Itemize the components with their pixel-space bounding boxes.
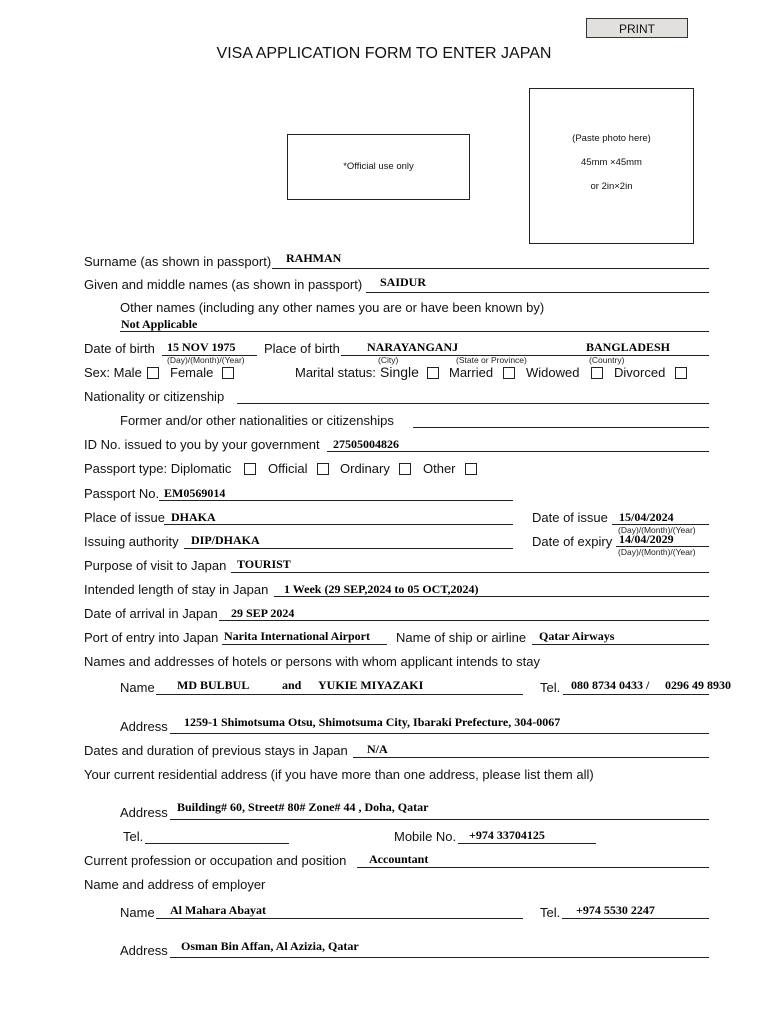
other-names-label: Other names (including any other names you are or have been known by) — [120, 300, 545, 315]
prev-stays-field[interactable] — [353, 757, 709, 758]
given-names-value: SAIDUR — [380, 275, 427, 289]
married-label: Married — [449, 365, 494, 380]
dob-label: Date of birth — [84, 341, 155, 356]
other-checkbox[interactable] — [465, 463, 477, 475]
surname-value: RAHMAN — [286, 251, 342, 265]
date-issue-value: 15/04/2024 — [619, 510, 674, 524]
date-expiry-label: Date of expiry — [532, 534, 613, 549]
date-expiry-value: 14/04/2029 — [619, 532, 674, 546]
mobile-value: +974 33704125 — [469, 828, 545, 842]
residential-label: Your current residential address (if you have more than one address, please list them all) — [84, 767, 594, 782]
other-names-field[interactable] — [120, 331, 709, 332]
host-and-value: and — [282, 678, 302, 692]
res-tel-field[interactable] — [145, 843, 289, 844]
divorced-checkbox[interactable] — [675, 367, 687, 379]
employer-label: Name and address of employer — [84, 877, 266, 892]
other-names-value: Not Applicable — [121, 317, 198, 331]
employer-tel-value: +974 5530 2247 — [576, 903, 655, 917]
given-names-field[interactable] — [366, 292, 709, 293]
marital-label: Marital status: — [295, 365, 376, 380]
place-issue-value: DHAKA — [171, 510, 216, 524]
profession-field[interactable] — [357, 867, 709, 868]
length-stay-label: Intended length of stay in Japan — [84, 582, 269, 597]
ordinary-checkbox[interactable] — [399, 463, 411, 475]
employer-name-field[interactable] — [156, 918, 523, 919]
res-address-label: Address — [120, 805, 168, 820]
date-expiry-hint: (Day)/(Month)/(Year) — [618, 547, 696, 557]
widowed-label: Widowed — [526, 365, 580, 380]
divorced-label: Divorced — [614, 365, 666, 380]
host-address-label: Address — [120, 719, 168, 734]
date-issue-hint: (Day)/(Month)/(Year) — [618, 525, 696, 535]
purpose-label: Purpose of visit to Japan — [84, 558, 227, 573]
photo-text-1: (Paste photo here) — [572, 133, 651, 144]
pob-city-value: NARAYANGANJ — [367, 340, 459, 354]
employer-tel-label: Tel. — [540, 905, 561, 920]
print-button[interactable]: PRINT — [586, 18, 688, 38]
photo-box[interactable] — [529, 88, 694, 244]
official-checkbox[interactable] — [317, 463, 329, 475]
profession-label: Current profession or occupation and position — [84, 853, 347, 868]
official-use-text: *Official use only — [343, 161, 414, 172]
host-name-field[interactable] — [156, 694, 523, 695]
former-nationality-label: Former and/or other nationalities or citizenships — [120, 413, 394, 428]
issuing-authority-field[interactable] — [184, 548, 513, 549]
pob-state-hint: (State or Province) — [456, 355, 527, 365]
place-issue-field[interactable] — [164, 524, 513, 525]
host-name2-value: YUKIE MIYAZAKI — [318, 678, 424, 692]
employer-name-label: Name — [120, 905, 155, 920]
single-label: Single — [380, 364, 419, 380]
issuing-authority-value: DIP/DHAKA — [191, 533, 260, 547]
employer-address-field[interactable] — [170, 957, 709, 958]
date-issue-label: Date of issue — [532, 510, 608, 525]
purpose-field[interactable] — [231, 572, 709, 573]
host-tel-field[interactable] — [563, 694, 709, 695]
photo-text-3: or 2in×2in — [590, 181, 633, 192]
host-tel1-value: 080 8734 0433 / — [571, 678, 650, 692]
id-no-label: ID No. issued to you by your government — [84, 437, 320, 452]
male-checkbox[interactable] — [147, 367, 159, 379]
female-checkbox[interactable] — [222, 367, 234, 379]
prev-stays-value: N/A — [367, 742, 388, 756]
dob-value: 15 NOV 1975 — [167, 340, 236, 354]
official-use-box — [287, 134, 470, 200]
official-label: Official — [268, 461, 308, 476]
single-checkbox[interactable] — [427, 367, 439, 379]
id-no-value: 27505004826 — [333, 437, 399, 451]
arrival-label: Date of arrival in Japan — [84, 606, 218, 621]
hotels-label: Names and addresses of hotels or persons with whom applicant intends to stay — [84, 654, 540, 669]
passport-no-value: EM0569014 — [164, 486, 226, 500]
prev-stays-label: Dates and duration of previous stays in Japan — [84, 743, 348, 758]
host-tel-label: Tel. — [540, 680, 561, 695]
port-value: Narita International Airport — [224, 629, 370, 643]
employer-address-value: Osman Bin Affan, Al Azizia, Qatar — [181, 939, 359, 953]
res-tel-label: Tel. — [123, 829, 144, 844]
female-label: Female — [170, 365, 214, 380]
ship-label: Name of ship or airline — [396, 630, 527, 645]
married-checkbox[interactable] — [503, 367, 515, 379]
arrival-value: 29 SEP 2024 — [231, 606, 295, 620]
form-title: VISA APPLICATION FORM TO ENTER JAPAN — [216, 45, 552, 62]
mobile-field[interactable] — [458, 843, 596, 844]
surname-field[interactable] — [272, 268, 709, 269]
sex-male-label: Sex: Male — [84, 365, 142, 380]
nationality-field[interactable] — [237, 403, 709, 404]
ordinary-label: Ordinary — [340, 461, 390, 476]
dob-format-hint: (Day)/(Month)/(Year) — [167, 355, 245, 365]
widowed-checkbox[interactable] — [591, 367, 603, 379]
other-label: Other — [423, 461, 456, 476]
profession-value: Accountant — [369, 852, 429, 866]
employer-tel-field[interactable] — [562, 918, 709, 919]
pob-country-value: BANGLADESH — [586, 340, 671, 354]
host-address-field[interactable] — [170, 733, 709, 734]
passport-no-label: Passport No. — [84, 486, 160, 501]
host-address-value: 1259-1 Shimotsuma Otsu, Shimotsuma City, Ibaraki Prefecture, 304-0067 — [184, 715, 561, 729]
mobile-label: Mobile No. — [394, 829, 457, 844]
port-field[interactable] — [222, 644, 387, 645]
ship-field[interactable] — [532, 644, 709, 645]
diplomatic-checkbox[interactable] — [244, 463, 256, 475]
ship-value: Qatar Airways — [539, 629, 615, 643]
surname-label: Surname (as shown in passport) — [84, 254, 272, 269]
res-address-value: Building# 60, Street# 80# Zone# 44 , Doha, Qatar — [177, 800, 429, 814]
pob-city-hint: (City) — [378, 355, 399, 365]
place-issue-label: Place of issue — [84, 510, 165, 525]
issuing-authority-label: Issuing authority — [84, 534, 179, 549]
employer-address-label: Address — [120, 943, 168, 958]
host-tel2-value: 0296 49 8930 — [665, 678, 731, 692]
passport-type-label: Passport type: Diplomatic — [84, 461, 232, 476]
nationality-label: Nationality or citizenship — [84, 389, 225, 404]
pob-label: Place of birth — [264, 341, 340, 356]
given-names-label: Given and middle names (as shown in passport) — [84, 277, 363, 292]
former-nationality-field[interactable] — [413, 427, 709, 428]
employer-name-value: Al Mahara Abayat — [170, 903, 266, 917]
res-address-field[interactable] — [170, 819, 709, 820]
pob-country-hint: (Country) — [589, 355, 625, 365]
host-name1-value: MD BULBUL — [177, 678, 250, 692]
host-name-label: Name — [120, 680, 155, 695]
length-stay-value: 1 Week (29 SEP,2024 to 05 OCT,2024) — [284, 582, 479, 596]
port-label: Port of entry into Japan — [84, 630, 219, 645]
photo-text-2: 45mm ×45mm — [581, 157, 642, 168]
purpose-value: TOURIST — [237, 557, 291, 571]
